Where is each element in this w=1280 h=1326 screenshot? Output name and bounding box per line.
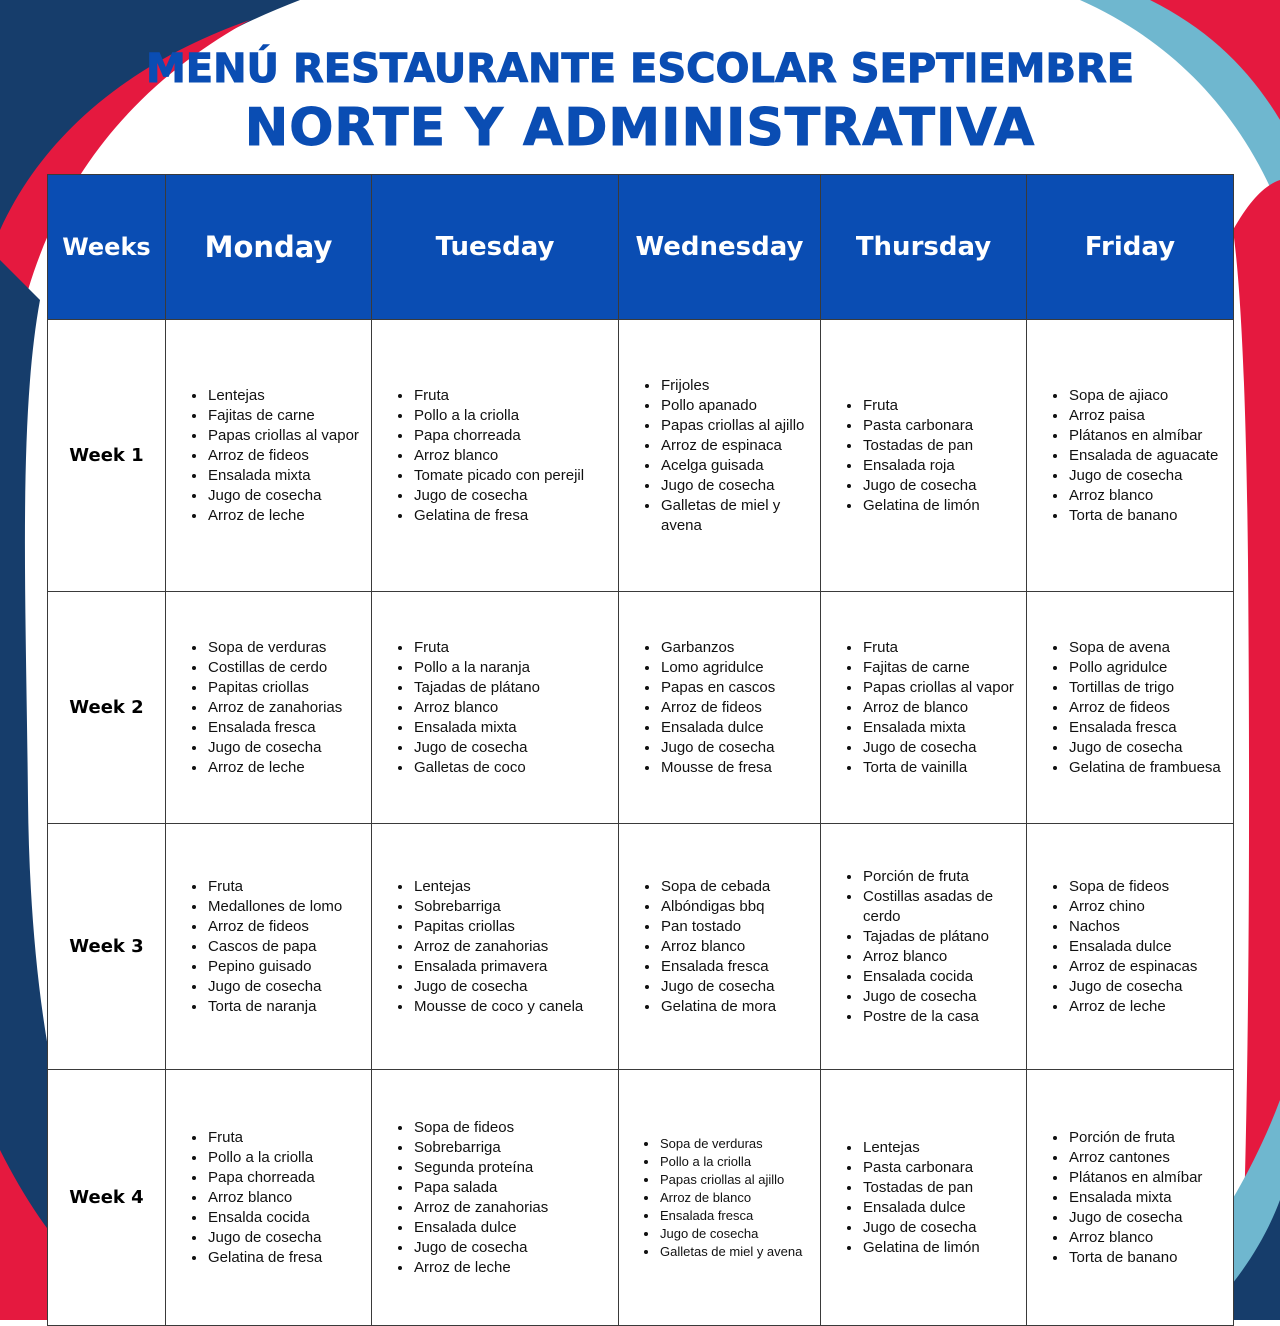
menu-item: • Fruta <box>413 386 610 406</box>
menu-item: • Arroz de espinacas <box>1068 957 1225 977</box>
menu-item: • Galletas de coco <box>413 758 610 778</box>
menu-item: • Jugo de cosecha <box>862 987 1018 1007</box>
menu-item-list <box>619 638 820 778</box>
menu-item: • Medallones de lomo <box>207 897 363 917</box>
menu-item: • Sobrebarriga <box>413 897 610 917</box>
menu-item: • Segunda proteína <box>413 1158 610 1178</box>
menu-cell-thursday <box>821 592 1027 824</box>
menu-item: • Jugo de cosecha <box>413 738 610 758</box>
header-row <box>48 175 1234 320</box>
menu-cell-friday <box>1027 1070 1234 1326</box>
menu-item: • Ensalada de aguacate <box>1068 446 1225 466</box>
menu-item: • Fajitas de carne <box>207 406 363 426</box>
menu-item: • Acelga guisada <box>660 456 812 476</box>
menu-item: • Ensalada dulce <box>862 1198 1018 1218</box>
menu-item-list <box>372 638 618 778</box>
menu-item: • Arroz de zanahorias <box>413 1198 610 1218</box>
menu-item: • Fruta <box>862 638 1018 658</box>
menu-item: • Pan tostado <box>660 917 812 937</box>
column-header-wednesday: Wednesday <box>619 175 821 320</box>
menu-item: • Tostadas de pan <box>862 436 1018 456</box>
menu-cell-monday <box>166 320 372 592</box>
menu-item: • Sobrebarriga <box>413 1138 610 1158</box>
menu-item: • Sopa de verduras <box>659 1135 812 1153</box>
menu-item: • Nachos <box>1068 917 1225 937</box>
menu-item: • Galletas de miel y avena <box>660 496 812 536</box>
menu-item-list <box>619 877 820 1017</box>
menu-item: • Ensalada mixta <box>1068 1188 1225 1208</box>
menu-item: • Jugo de cosecha <box>1068 1208 1225 1228</box>
menu-item: • Pollo a la criolla <box>413 406 610 426</box>
menu-item: • Tajadas de plátano <box>413 678 610 698</box>
page-title: MENÚ RESTAURANTE ESCOLAR SEPTIEMBRE <box>145 46 1135 92</box>
menu-item: • Jugo de cosecha <box>1068 977 1225 997</box>
menu-item: • Arroz de leche <box>207 506 363 526</box>
menu-cell-wednesday <box>619 320 821 592</box>
menu-item: • Tomate picado con perejil <box>413 466 610 486</box>
menu-item: • Arroz de fideos <box>660 698 812 718</box>
menu-item: • Fruta <box>413 638 610 658</box>
column-header-weeks: Weeks <box>48 175 166 320</box>
menu-item: • Ensalada fresca <box>660 957 812 977</box>
menu-item: • Ensalada fresca <box>1068 718 1225 738</box>
menu-item-list <box>821 396 1026 516</box>
menu-item: • Jugo de cosecha <box>207 738 363 758</box>
menu-item: • Sopa de cebada <box>660 877 812 897</box>
menu-item: • Jugo de cosecha <box>207 977 363 997</box>
menu-item: • Porción de fruta <box>862 867 1018 887</box>
menu-item: • Gelatina de limón <box>862 1238 1018 1258</box>
menu-item: • Tajadas de plátano <box>862 927 1018 947</box>
menu-item: • Arroz de fideos <box>1068 698 1225 718</box>
menu-item: • Arroz blanco <box>862 947 1018 967</box>
menu-item: • Mousse de coco y canela <box>413 997 610 1017</box>
menu-cell-monday <box>166 1070 372 1326</box>
menu-cell-friday <box>1027 320 1234 592</box>
menu-cell-friday <box>1027 592 1234 824</box>
menu-item: • Jugo de cosecha <box>413 1238 610 1258</box>
menu-item: • Jugo de cosecha <box>862 738 1018 758</box>
menu-item: • Lentejas <box>862 1138 1018 1158</box>
menu-item: • Jugo de cosecha <box>660 977 812 997</box>
menu-item: • Arroz blanco <box>413 446 610 466</box>
menu-item-list <box>372 1118 618 1278</box>
menu-item: • Sopa de avena <box>1068 638 1225 658</box>
menu-item: • Pepino guisado <box>207 957 363 977</box>
menu-item: • Ensalada fresca <box>207 718 363 738</box>
menu-cell-monday <box>166 592 372 824</box>
menu-item: • Arroz de espinaca <box>660 436 812 456</box>
menu-item: • Cascos de papa <box>207 937 363 957</box>
menu-item: • Ensalada dulce <box>413 1218 610 1238</box>
menu-item: • Tostadas de pan <box>862 1178 1018 1198</box>
menu-cell-tuesday <box>372 1070 619 1326</box>
menu-item: • Ensalada roja <box>862 456 1018 476</box>
menu-item: • Gelatina de limón <box>862 496 1018 516</box>
menu-item: • Galletas de miel y avena <box>659 1243 812 1261</box>
menu-table <box>47 174 1234 1326</box>
menu-item: • Sopa de fideos <box>413 1118 610 1138</box>
column-header-monday: Monday <box>166 175 372 320</box>
menu-item: • Arroz blanco <box>660 937 812 957</box>
menu-cell-tuesday <box>372 320 619 592</box>
menu-item: • Arroz chino <box>1068 897 1225 917</box>
menu-item: • Gelatina de fresa <box>413 506 610 526</box>
menu-cell-tuesday <box>372 592 619 824</box>
menu-item: • Ensalada dulce <box>660 718 812 738</box>
menu-item: • Jugo de cosecha <box>1068 738 1225 758</box>
menu-item: • Ensalda cocida <box>207 1208 363 1228</box>
menu-item-list <box>821 638 1026 778</box>
menu-item: • Ensalada fresca <box>659 1207 812 1225</box>
week-row <box>48 824 1234 1070</box>
menu-item: • Arroz de leche <box>1068 997 1225 1017</box>
menu-item: • Arroz paisa <box>1068 406 1225 426</box>
menu-item-list <box>166 638 371 778</box>
menu-item: • Jugo de cosecha <box>660 476 812 496</box>
menu-item: • Albóndigas bbq <box>660 897 812 917</box>
menu-item: • Mousse de fresa <box>660 758 812 778</box>
menu-item: • Jugo de cosecha <box>413 977 610 997</box>
menu-item: • Ensalada mixta <box>862 718 1018 738</box>
menu-cell-wednesday <box>619 1070 821 1326</box>
menu-item: • Gelatina de mora <box>660 997 812 1017</box>
menu-item: • Papa chorreada <box>413 426 610 446</box>
menu-item: • Porción de fruta <box>1068 1128 1225 1148</box>
menu-item: • Costillas asadas de cerdo <box>862 887 1018 927</box>
menu-item: • Pollo a la naranja <box>413 658 610 678</box>
menu-item: • Arroz de fideos <box>207 917 363 937</box>
menu-item: • Sopa de verduras <box>207 638 363 658</box>
week-row <box>48 1070 1234 1326</box>
menu-item: • Fruta <box>207 1128 363 1148</box>
menu-item: • Torta de naranja <box>207 997 363 1017</box>
menu-item: • Jugo de cosecha <box>862 1218 1018 1238</box>
menu-item-list <box>1027 386 1233 526</box>
menu-item: • Torta de vainilla <box>862 758 1018 778</box>
menu-item: • Fruta <box>207 877 363 897</box>
menu-item-list <box>619 1135 820 1261</box>
menu-item: • Jugo de cosecha <box>1068 466 1225 486</box>
menu-item: • Ensalada dulce <box>1068 937 1225 957</box>
menu-item: • Papa chorreada <box>207 1168 363 1188</box>
menu-item: • Lomo agridulce <box>660 658 812 678</box>
menu-item: • Arroz de zanahorias <box>413 937 610 957</box>
menu-item: • Arroz de blanco <box>659 1189 812 1207</box>
column-header-friday: Friday <box>1027 175 1234 320</box>
menu-item: • Papa salada <box>413 1178 610 1198</box>
menu-item-list <box>166 1128 371 1268</box>
menu-cell-wednesday <box>619 824 821 1070</box>
menu-item-list <box>1027 638 1233 778</box>
menu-item: • Jugo de cosecha <box>413 486 610 506</box>
menu-item: • Papas criollas al vapor <box>862 678 1018 698</box>
column-header-thursday: Thursday <box>821 175 1027 320</box>
menu-item: • Garbanzos <box>660 638 812 658</box>
menu-item: • Arroz blanco <box>413 698 610 718</box>
menu-item: • Arroz cantones <box>1068 1148 1225 1168</box>
menu-cell-friday <box>1027 824 1234 1070</box>
menu-cell-thursday <box>821 320 1027 592</box>
menu-item: • Papas criollas al ajillo <box>659 1171 812 1189</box>
menu-item: • Plátanos en almíbar <box>1068 1168 1225 1188</box>
menu-item: • Tortillas de trigo <box>1068 678 1225 698</box>
menu-item: • Plátanos en almíbar <box>1068 426 1225 446</box>
menu-item: • Torta de banano <box>1068 506 1225 526</box>
menu-item-list <box>166 386 371 526</box>
menu-item: • Arroz de blanco <box>862 698 1018 718</box>
menu-item: • Ensalada primavera <box>413 957 610 977</box>
menu-item: • Torta de banano <box>1068 1248 1225 1268</box>
menu-item: • Lentejas <box>207 386 363 406</box>
menu-item: • Jugo de cosecha <box>660 738 812 758</box>
menu-item: • Arroz de leche <box>413 1258 610 1278</box>
menu-cell-monday <box>166 824 372 1070</box>
menu-item-list <box>821 867 1026 1027</box>
menu-item: • Fajitas de carne <box>862 658 1018 678</box>
column-header-tuesday: Tuesday <box>372 175 619 320</box>
menu-item: • Sopa de ajiaco <box>1068 386 1225 406</box>
menu-item: • Pasta carbonara <box>862 416 1018 436</box>
menu-item-list <box>619 376 820 536</box>
menu-item: • Pollo a la criolla <box>659 1153 812 1171</box>
menu-item: • Gelatina de frambuesa <box>1068 758 1225 778</box>
week-label: Week 2 <box>48 592 166 824</box>
menu-item: • Jugo de cosecha <box>862 476 1018 496</box>
menu-body <box>48 320 1234 1326</box>
menu-cell-thursday <box>821 824 1027 1070</box>
menu-item-list <box>821 1138 1026 1258</box>
menu-item: • Papas criollas al vapor <box>207 426 363 446</box>
menu-item: • Papas en cascos <box>660 678 812 698</box>
menu-item: • Arroz blanco <box>207 1188 363 1208</box>
page-subtitle: NORTE Y ADMINISTRATIVA <box>244 98 1036 158</box>
menu-item: • Fruta <box>862 396 1018 416</box>
menu-item: • Jugo de cosecha <box>659 1225 812 1243</box>
menu-item: • Frijoles <box>660 376 812 396</box>
menu-item: • Ensalada cocida <box>862 967 1018 987</box>
menu-item: • Arroz blanco <box>1068 1228 1225 1248</box>
menu-item: • Arroz de leche <box>207 758 363 778</box>
menu-item: • Papas criollas al ajillo <box>660 416 812 436</box>
week-label: Week 3 <box>48 824 166 1070</box>
menu-item-list <box>166 877 371 1017</box>
menu-item: • Pollo a la criolla <box>207 1148 363 1168</box>
menu-item-list <box>372 386 618 526</box>
week-row <box>48 592 1234 824</box>
menu-item: • Arroz de zanahorias <box>207 698 363 718</box>
menu-item: • Papitas criollas <box>207 678 363 698</box>
menu-item: • Jugo de cosecha <box>207 1228 363 1248</box>
menu-item: • Costillas de cerdo <box>207 658 363 678</box>
menu-item: • Postre de la casa <box>862 1007 1018 1027</box>
menu-item: • Pollo agridulce <box>1068 658 1225 678</box>
menu-item: • Sopa de fideos <box>1068 877 1225 897</box>
menu-item: • Pasta carbonara <box>862 1158 1018 1178</box>
menu-item: • Jugo de cosecha <box>207 486 363 506</box>
menu-item: • Ensalada mixta <box>207 466 363 486</box>
menu-cell-thursday <box>821 1070 1027 1326</box>
week-row <box>48 320 1234 592</box>
menu-item: • Pollo apanado <box>660 396 812 416</box>
menu-cell-tuesday <box>372 824 619 1070</box>
menu-item: • Ensalada mixta <box>413 718 610 738</box>
week-label: Week 4 <box>48 1070 166 1326</box>
menu-item: • Lentejas <box>413 877 610 897</box>
menu-item: • Gelatina de fresa <box>207 1248 363 1268</box>
menu-item-list <box>1027 877 1233 1017</box>
week-label: Week 1 <box>48 320 166 592</box>
menu-item: • Arroz de fideos <box>207 446 363 466</box>
menu-item: • Papitas criollas <box>413 917 610 937</box>
menu-cell-wednesday <box>619 592 821 824</box>
menu-item: • Arroz blanco <box>1068 486 1225 506</box>
menu-item-list <box>372 877 618 1017</box>
menu-item-list <box>1027 1128 1233 1268</box>
